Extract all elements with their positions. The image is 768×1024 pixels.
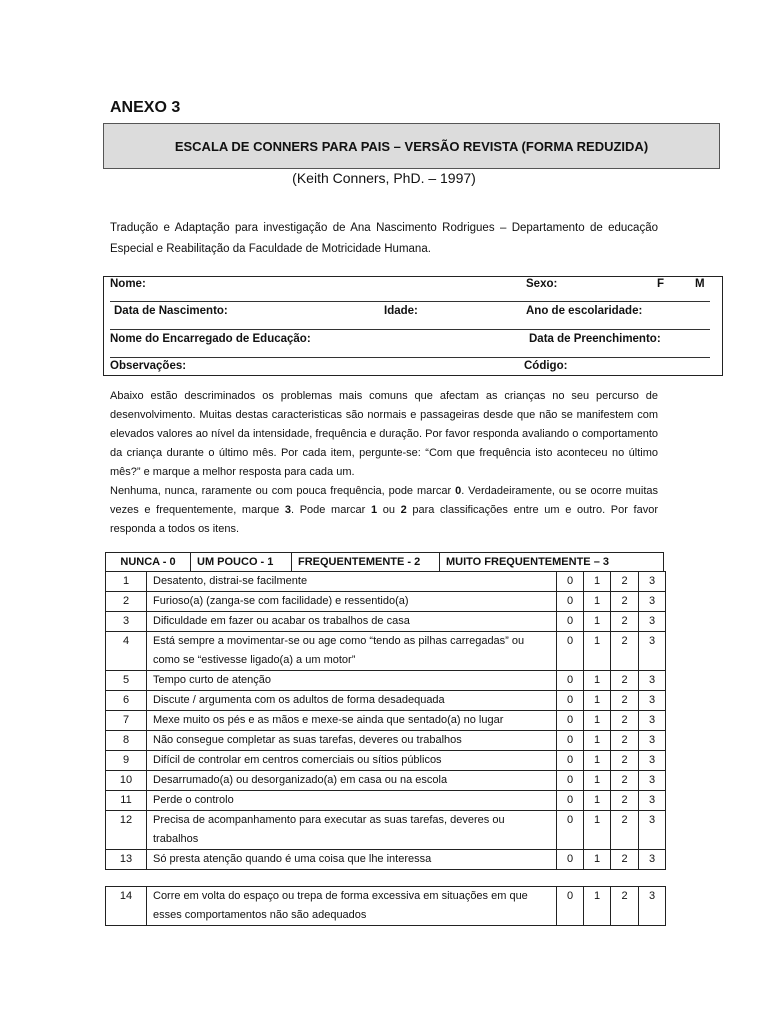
score-option-0[interactable]: 0 [557, 691, 584, 711]
item-number: 13 [106, 850, 147, 870]
guardian-name-label: Nome do Encarregado de Educação: [110, 333, 311, 345]
item-text: Difícil de controlar em centros comerciais ou sítios públicos [147, 751, 557, 771]
score-option-0[interactable]: 0 [557, 811, 584, 850]
score-option-2[interactable]: 2 [611, 612, 639, 632]
item-text: Mexe muito os pés e as mãos e mexe-se ainda que sentado(a) no lugar [147, 711, 557, 731]
score-option-0[interactable]: 0 [557, 791, 584, 811]
score-option-3[interactable]: 3 [639, 572, 666, 592]
score-option-0[interactable]: 0 [557, 850, 584, 870]
score-option-0[interactable]: 0 [557, 771, 584, 791]
scale-legend [105, 552, 664, 572]
item-row [106, 711, 666, 731]
item-number: 8 [106, 731, 147, 751]
score-option-2[interactable]: 2 [611, 751, 639, 771]
score-option-1[interactable]: 1 [584, 887, 611, 926]
item-number: 2 [106, 592, 147, 612]
score-option-2[interactable]: 2 [611, 572, 639, 592]
observations-label: Observações: [110, 360, 187, 372]
item-text: Perde o controlo [147, 791, 557, 811]
score-option-2[interactable]: 2 [611, 711, 639, 731]
item-text: Está sempre a movimentar-se ou age como “tendo as pilhas carregadas” ou como se “estivesse ligado(a) a um motor” [147, 632, 557, 671]
item-row [106, 771, 666, 791]
item-text: Tempo curto de atenção [147, 671, 557, 691]
score-option-0[interactable]: 0 [557, 592, 584, 612]
score-option-3[interactable]: 3 [639, 592, 666, 612]
item-row [106, 791, 666, 811]
score-option-2[interactable]: 2 [611, 887, 639, 926]
age-label: Idade: [384, 305, 418, 317]
item-text: Desarrumado(a) ou desorganizado(a) em casa ou na escola [147, 771, 557, 791]
sex-option-f: F [657, 278, 665, 290]
score-option-2[interactable]: 2 [611, 671, 639, 691]
score-option-3[interactable]: 3 [639, 691, 666, 711]
score-option-0[interactable]: 0 [557, 612, 584, 632]
item-text: Só presta atenção quando é uma coisa que lhe interessa [147, 850, 557, 870]
score-option-2[interactable]: 2 [611, 632, 639, 671]
item-row [106, 751, 666, 771]
annex-label: ANEXO 3 [110, 99, 181, 116]
identification-box [103, 276, 723, 376]
score-option-1[interactable]: 1 [584, 592, 611, 612]
form-line [110, 329, 710, 330]
item-number: 4 [106, 632, 147, 671]
score-option-3[interactable]: 3 [639, 731, 666, 751]
item-text: Discute / argumenta com os adultos de forma desadequada [147, 691, 557, 711]
item-row [106, 572, 666, 592]
score-option-0[interactable]: 0 [557, 731, 584, 751]
item-text: Desatento, distrai-se facilmente [147, 572, 557, 592]
item-text: Não consegue completar as suas tarefas, deveres ou trabalhos [147, 731, 557, 751]
score-option-3[interactable]: 3 [639, 850, 666, 870]
item-row [106, 850, 666, 870]
item-number: 5 [106, 671, 147, 691]
score-option-1[interactable]: 1 [584, 771, 611, 791]
items-table-continued [105, 886, 666, 926]
fill-date-label: Data de Preenchimento: [529, 333, 661, 345]
item-number: 6 [106, 691, 147, 711]
score-option-2[interactable]: 2 [611, 791, 639, 811]
item-number: 1 [106, 572, 147, 592]
score-option-3[interactable]: 3 [639, 791, 666, 811]
sex-option-m: M [695, 278, 705, 290]
birth-date-label: Data de Nascimento: [114, 305, 228, 317]
score-option-3[interactable]: 3 [639, 771, 666, 791]
score-option-2[interactable]: 2 [611, 592, 639, 612]
legend-never: NUNCA - 0 [106, 553, 191, 572]
item-row [106, 592, 666, 612]
score-option-3[interactable]: 3 [639, 751, 666, 771]
form-line [110, 357, 710, 358]
score-option-1[interactable]: 1 [584, 632, 611, 671]
sex-field-label: Sexo: [526, 278, 558, 290]
legend-very-frequently: MUITO FREQUENTEMENTE – 3 [440, 553, 664, 572]
item-number: 11 [106, 791, 147, 811]
score-option-1[interactable]: 1 [584, 731, 611, 751]
items-table [105, 571, 666, 870]
score-option-3[interactable]: 3 [639, 811, 666, 850]
score-option-0[interactable]: 0 [557, 887, 584, 926]
item-row [106, 691, 666, 711]
score-option-2[interactable]: 2 [611, 811, 639, 850]
item-text: Precisa de acompanhamento para executar as suas tarefas, deveres ou trabalhos [147, 811, 557, 850]
code-label: Código: [524, 360, 568, 372]
score-option-1[interactable]: 1 [584, 572, 611, 592]
score-option-1[interactable]: 1 [584, 751, 611, 771]
score-option-0[interactable]: 0 [557, 751, 584, 771]
author-line: (Keith Conners, PhD. – 1997) [292, 170, 476, 186]
score-option-3[interactable]: 3 [639, 671, 666, 691]
score-option-3[interactable]: 3 [639, 711, 666, 731]
instructions [110, 387, 658, 539]
score-option-1[interactable]: 1 [584, 811, 611, 850]
score-option-0[interactable]: 0 [557, 671, 584, 691]
item-text: Dificuldade em fazer ou acabar os trabalhos de casa [147, 612, 557, 632]
item-number: 12 [106, 811, 147, 850]
instructions-paragraph-1: Abaixo estão descriminados os problemas mais comuns que afectam as crianças no seu percurso de desenvolvimento. Muitas destas caracteristicas são normais e passageiras desde que não se manifestem com elevados valores ao nível da intensidade, frequência e duração. Por favor responda avaliando o comportamento da criança durante o último mês. Por cada item, pergunte-se: “Com que frequência isto aconteceu no último mês?” e marque a melhor resposta para cada um. [110, 390, 658, 478]
score-option-1[interactable]: 1 [584, 671, 611, 691]
score-option-1[interactable]: 1 [584, 612, 611, 632]
item-row [106, 671, 666, 691]
intro-paragraph: Tradução e Adaptação para investigação de Ana Nascimento Rodrigues – Departamento de educação Especial e Reabilitação da Faculdade de Motricidade Humana. [110, 222, 658, 255]
legend-frequently: FREQUENTEMENTE - 2 [292, 553, 440, 572]
instructions-paragraph-2: Nenhuma, nunca, raramente ou com pouca frequência, pode marcar 0. Verdadeiramente, ou se ocorre muitas vezes e frequentemente, marque 3. Pode marcar 1 ou 2 para classificações entre um e outro. Por favor responda a todos os itens. [110, 485, 659, 535]
school-year-label: Ano de escolaridade: [526, 305, 643, 317]
score-option-2[interactable]: 2 [611, 731, 639, 751]
item-row [106, 887, 666, 926]
score-option-1[interactable]: 1 [584, 850, 611, 870]
document-title: ESCALA DE CONNERS PARA PAIS – VERSÃO REVISTA (FORMA REDUZIDA) [103, 123, 720, 169]
score-option-1[interactable]: 1 [584, 691, 611, 711]
score-option-2[interactable]: 2 [611, 850, 639, 870]
score-option-0[interactable]: 0 [557, 572, 584, 592]
score-option-3[interactable]: 3 [639, 887, 666, 926]
form-line [110, 301, 710, 302]
item-text: Furioso(a) (zanga-se com facilidade) e ressentido(a) [147, 592, 557, 612]
score-option-2[interactable]: 2 [611, 771, 639, 791]
score-option-2[interactable]: 2 [611, 691, 639, 711]
item-number: 7 [106, 711, 147, 731]
name-field-label: Nome: [110, 278, 146, 290]
score-option-3[interactable]: 3 [639, 612, 666, 632]
item-number: 10 [106, 771, 147, 791]
score-option-3[interactable]: 3 [639, 632, 666, 671]
item-number: 3 [106, 612, 147, 632]
score-option-1[interactable]: 1 [584, 711, 611, 731]
item-number: 14 [106, 887, 147, 926]
item-text: Corre em volta do espaço ou trepa de forma excessiva em situações em que esses comportamentos não são adequados [147, 887, 557, 926]
item-number: 9 [106, 751, 147, 771]
item-row [106, 811, 666, 850]
score-option-0[interactable]: 0 [557, 632, 584, 671]
item-row [106, 612, 666, 632]
score-option-0[interactable]: 0 [557, 711, 584, 731]
item-row [106, 731, 666, 751]
item-row [106, 632, 666, 671]
legend-a-little: UM POUCO - 1 [191, 553, 292, 572]
score-option-1[interactable]: 1 [584, 791, 611, 811]
